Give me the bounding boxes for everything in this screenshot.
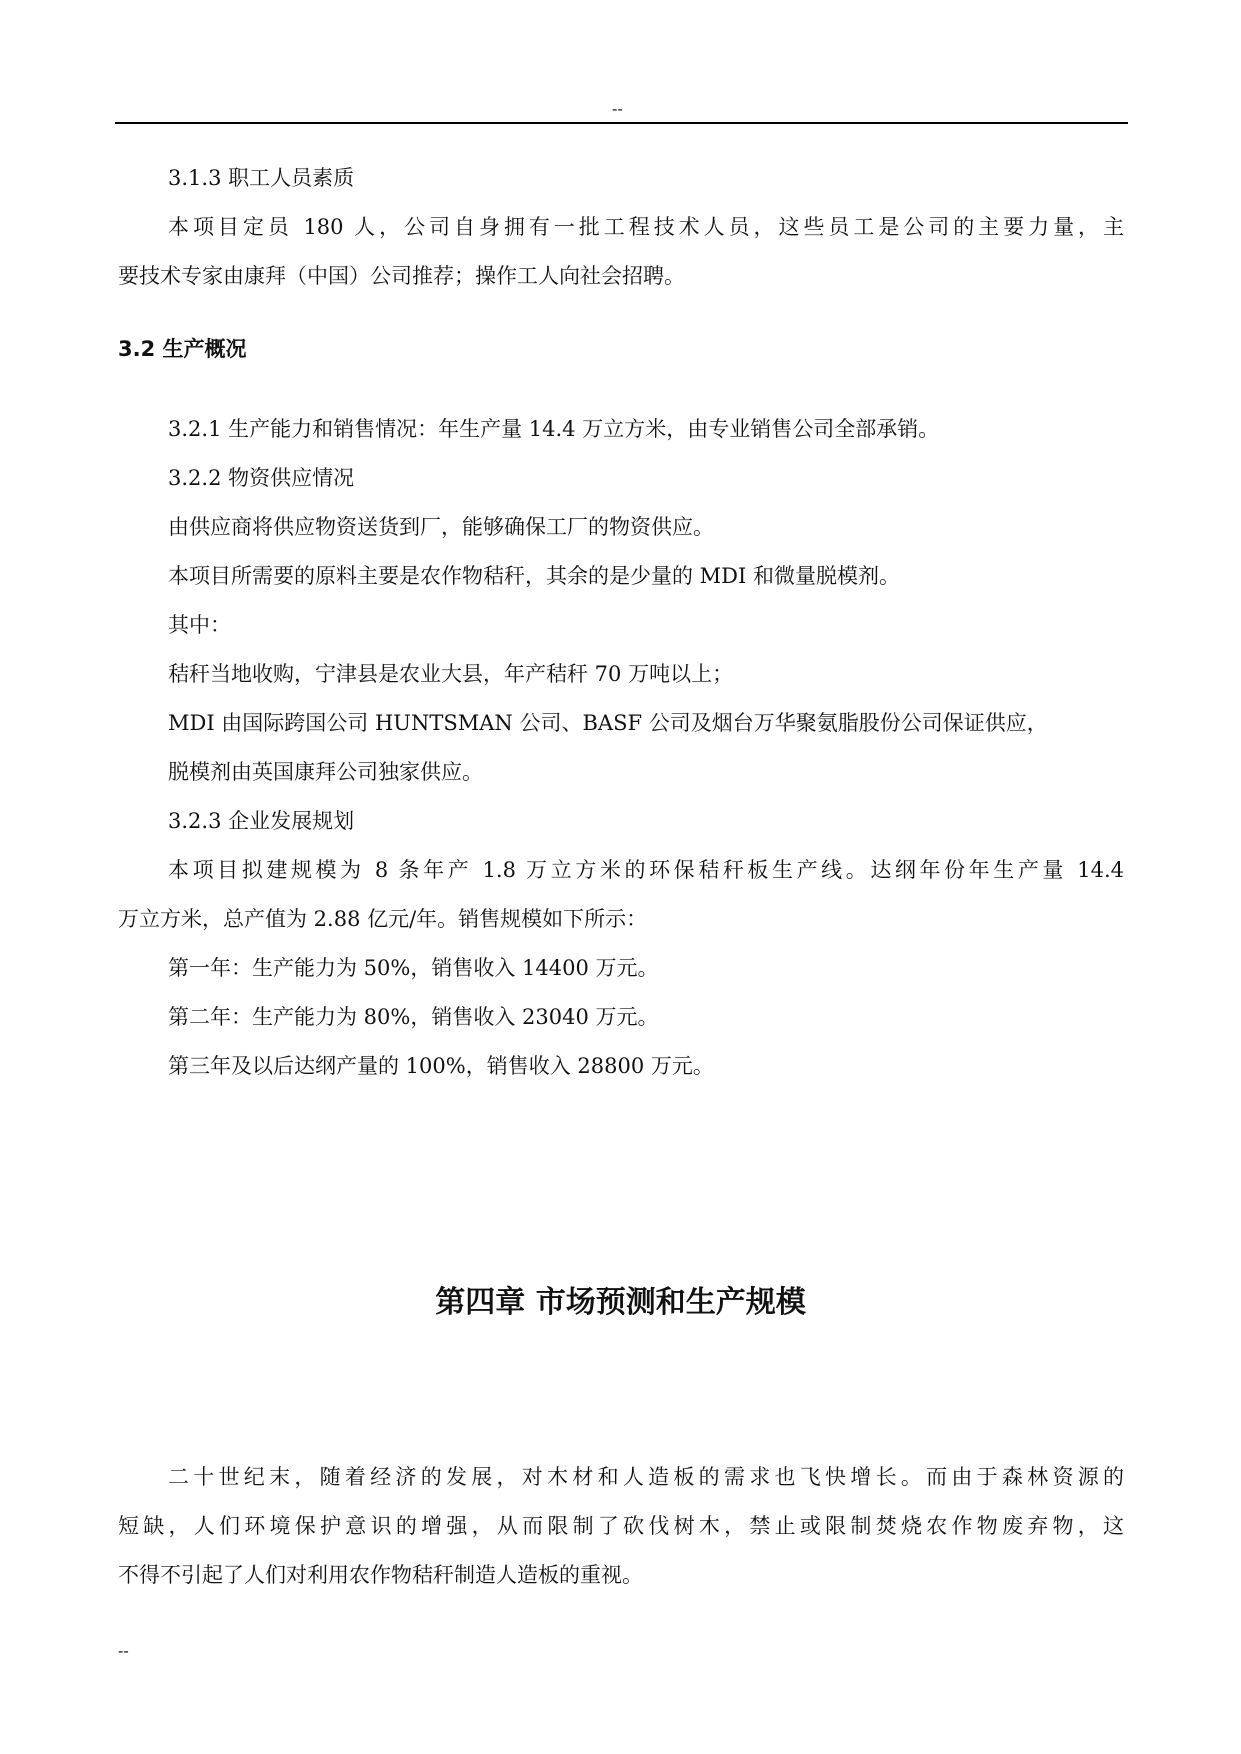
header-mark: -- <box>612 99 623 118</box>
paragraph-line: 秸秆当地收购，宁津县是农业大县，年产秸秆 70 万吨以上； <box>168 662 734 686</box>
paragraph-line: 由供应商将供应物资送货到厂，能够确保工厂的物资供应。 <box>168 515 714 539</box>
header-rule <box>115 122 1128 124</box>
section-heading-3-2: 3.2 生产概况 <box>118 337 247 361</box>
paragraph-line: 本项目所需要的原料主要是农作物秸秆，其余的是少量的 MDI 和微量脱模剂。 <box>168 564 900 588</box>
subsection-title-3-1-3: 3.1.3 职工人员素质 <box>168 166 355 190</box>
paragraph-line: 万立方米，总产值为 2.88 亿元/年。销售规模如下所示： <box>118 907 648 931</box>
chapter-title: 第四章 市场预测和生产规模 <box>435 1285 806 1320</box>
subsection-title-3-2-2: 3.2.2 物资供应情况 <box>168 466 355 490</box>
paragraph-line: 本项目定员 180 人，公司自身拥有一批工程技术人员，这些员工是公司的主要力量，主 <box>168 215 1124 239</box>
plan-year-2: 第二年：生产能力为 80%，销售收入 23040 万元。 <box>168 1005 659 1029</box>
paragraph-line: 二十世纪末，随着经济的发展，对木材和人造板的需求也飞快增长。而由于森林资源的 <box>168 1465 1124 1489</box>
subsection-3-2-1: 3.2.1 生产能力和销售情况：年生产量 14.4 万立方米，由专业销售公司全部承销。 <box>168 417 940 441</box>
footer-mark: -- <box>118 1641 129 1660</box>
paragraph-line: 本项目拟建规模为 8 条年产 1.8 万立方米的环保秸秆板生产线。达纲年份年生产量 14.4 <box>168 858 1124 882</box>
paragraph-line: 不得不引起了人们对利用农作物秸秆制造人造板的重视。 <box>118 1563 643 1587</box>
paragraph-line: 要技术专家由康拜（中国）公司推荐；操作工人向社会招聘。 <box>118 264 685 288</box>
paragraph-line: 短缺，人们环境保护意识的增强，从而限制了砍伐树木，禁止或限制焚烧农作物废弃物，这 <box>118 1514 1124 1538</box>
paragraph-line: MDI 由国际跨国公司 HUNTSMAN 公司、BASF 公司及烟台万华聚氨脂股份公司保证供应， <box>168 711 1048 735</box>
plan-year-3: 第三年及以后达纲产量的 100%，销售收入 28800 万元。 <box>168 1054 714 1078</box>
paragraph-line: 其中： <box>168 613 231 637</box>
plan-year-1: 第一年：生产能力为 50%，销售收入 14400 万元。 <box>168 956 659 980</box>
paragraph-line: 脱模剂由英国康拜公司独家供应。 <box>168 760 483 784</box>
subsection-title-3-2-3: 3.2.3 企业发展规划 <box>168 809 355 833</box>
